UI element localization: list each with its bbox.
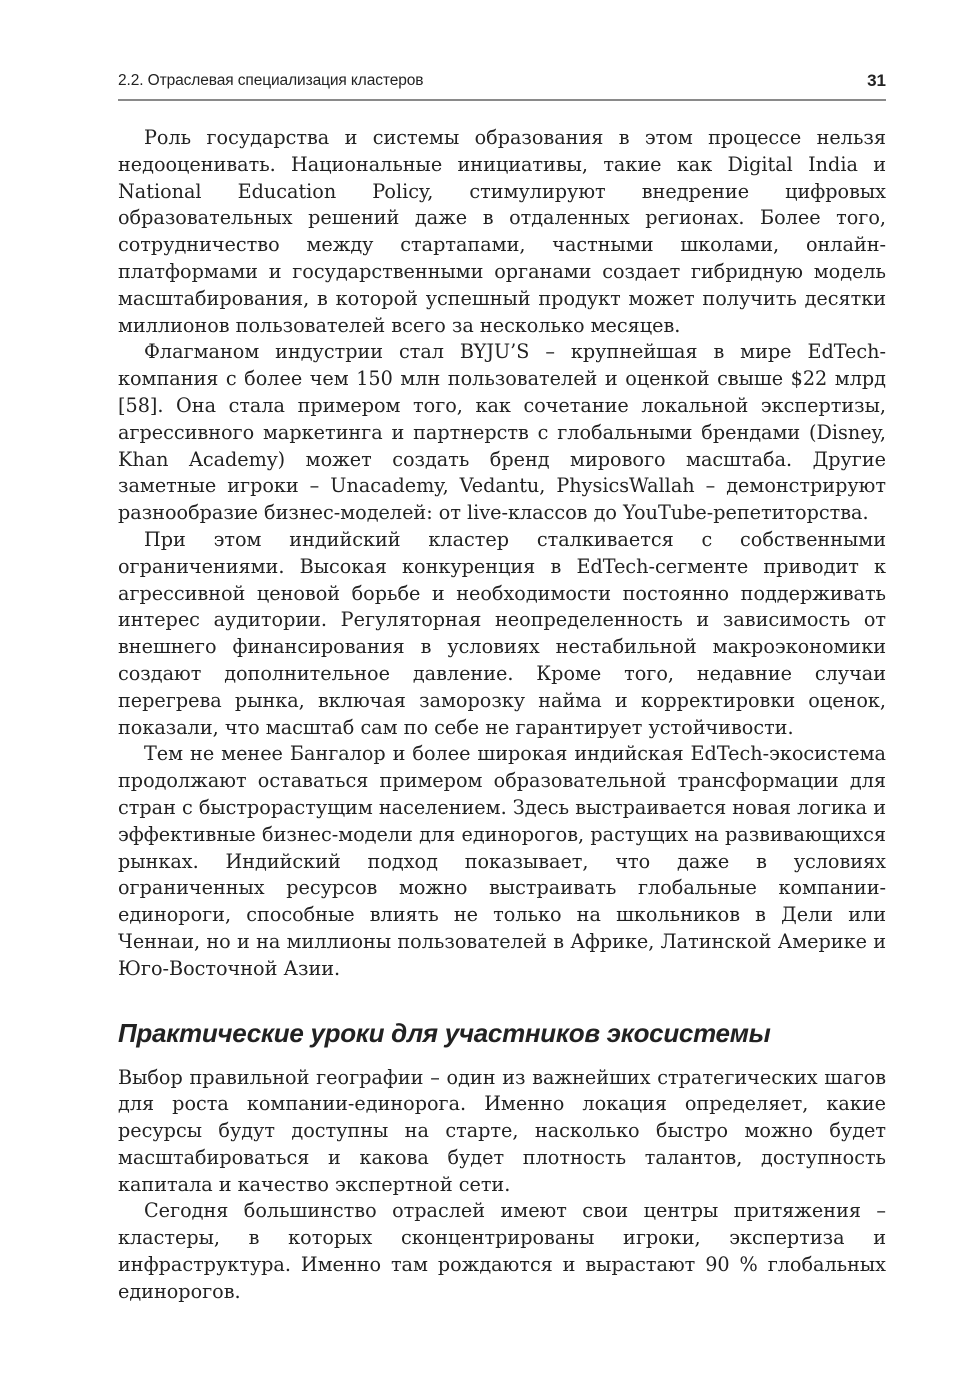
- paragraph-industry-centers: Сегодня большинство отраслей имеют свои центры притяжения – кластеры, в которых сконцентрированы игроки, экспертиза и инфраструктура. Именно там рождаются и вырастают 90 % глобальных единорогов.: [118, 1199, 886, 1303]
- paragraph-cluster-limitations: При этом индийский кластер сталкивается с собственными ограничениями. Высокая конкуренция в EdTech-сегменте приводит к агрессивной ценовой борьбе и необходимости постоянно поддерживать интерес аудитории. Регуляторная неопределенность и зависимость от внешнего финансирования в условиях нестабильной макроэкономики создают дополнительное давление. Кроме того, недавние случаи перегрева рынка, включая заморозку найма и корректировки оценок, показали, что масштаб сам по себе не гарантирует устойчивости.: [118, 527, 886, 739]
- paragraph-geography-choice: Выбор правильной географии – один из важнейших стратегических шагов для роста компании-единорога. Именно локация определяет, какие ресурсы будут доступны на старте, насколько быстро можно будет масштабироваться и какова будет плотность талантов, доступность капитала и качество экспертной сети.: [118, 1065, 886, 1196]
- paragraph-byjus-flagship: Флагманом индустрии стал BYJU’S – крупнейшая в мире EdTech-компания с более чем 150 млн пользователей и оценкой свыше $22 млрд [58]. Она стала примером того, как сочетание локальной экспертизы, агрессивного маркетинга и партнерств с глобальными брендами (Disney, Khan Academy) может создать бренд мирового масштаба. Другие заметные игроки – Unacademy, Vedantu, PhysicsWallah – демонстрируют разнообразие бизнес-моделей: от live-классов до YouTube-репетиторства.: [118, 340, 886, 525]
- running-head-section-title: 2.2. Отраслевая специализация кластеров: [118, 72, 424, 89]
- header-rule: [118, 99, 886, 101]
- page-body: [118, 125, 886, 1306]
- page-number: 31: [867, 71, 886, 90]
- section-heading: Практические уроки для участников экосистемы: [118, 1017, 771, 1048]
- running-head: [118, 70, 886, 98]
- paragraph-government-role: Роль государства и системы образования в этом процессе нельзя недооценивать. Национальные инициативы, такие как Digital India и National Education Policy, стимулируют внедрение цифровых образовательных решений даже в отдаленных регионах. Более того, сотрудничество между стартапами, частными школами, онлайн-платформами и государственными органами создает гибридную модель масштабирования, в которой успешный продукт может получить десятки миллионов пользователей всего за несколько месяцев.: [118, 126, 886, 337]
- paragraph-bangalore-example: Тем не менее Бангалор и более широкая индийская EdTech-экосистема продолжают оставаться примером образовательной трансформации для стран с быстрорастущим населением. Здесь выстраивается новая логика и эффективные бизнес-модели для единорогов, растущих на развивающихся рынках. Индийский подход показывает, что даже в условиях ограниченных ресурсов можно выстраивать глобальные компании-единороги, способные влиять не только на школьников в Дели или Ченнаи, но и на миллионы пользователей в Африке, Латинской Америке и Юго-Восточной Азии.: [118, 742, 886, 980]
